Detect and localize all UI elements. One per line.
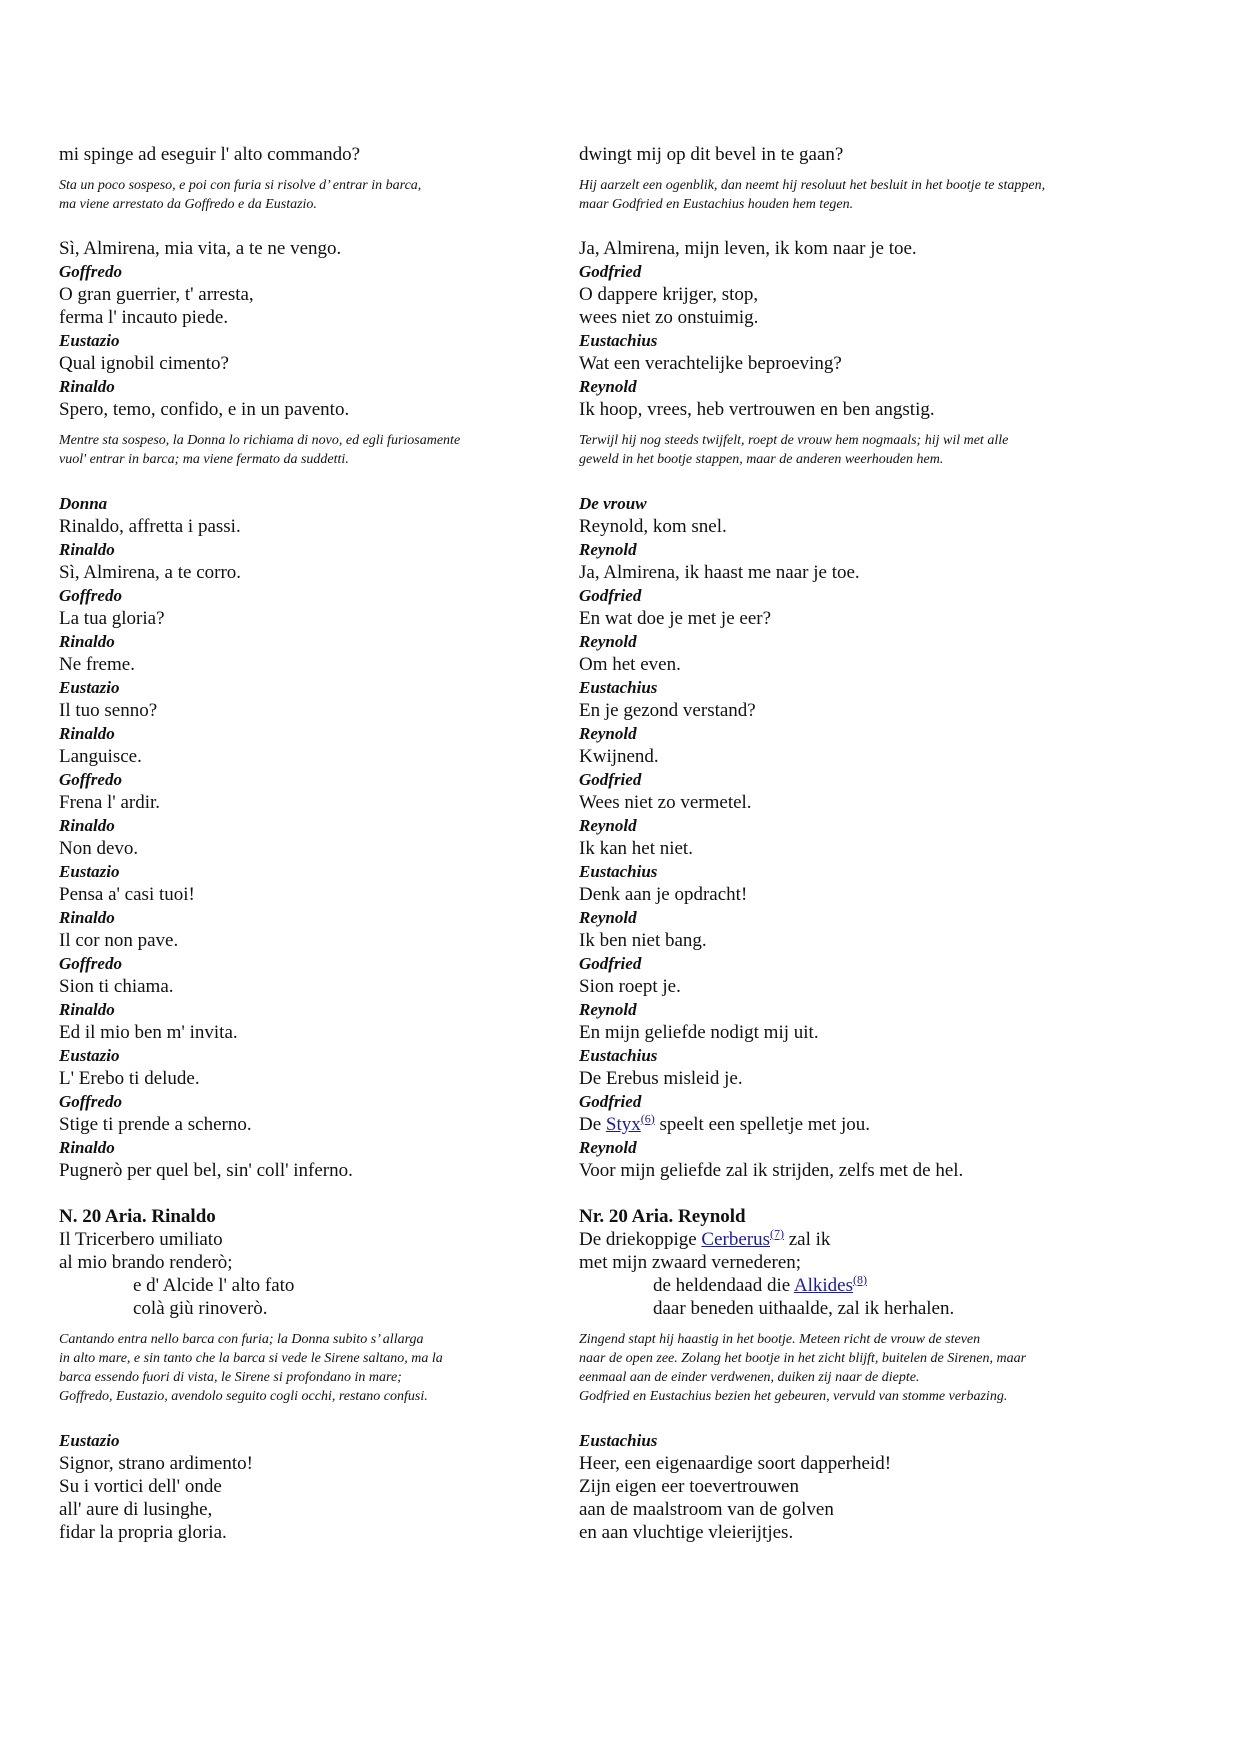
verse-line: e d' Alcide l' alto fato bbox=[133, 1275, 295, 1296]
verse-line: O gran guerrier, t' arresta, bbox=[59, 284, 254, 305]
verse-line: wees niet zo onstuimig. bbox=[579, 307, 759, 328]
aria-text bbox=[59, 1228, 559, 1320]
verse-line: Sion ti chiama. bbox=[59, 976, 174, 997]
aria-line: De driekoppige Cerberus$^{(7)}$ zal ik bbox=[579, 1226, 831, 1250]
speaker-name: De vrouw bbox=[579, 494, 647, 513]
speaker-name: Rinaldo bbox=[59, 908, 115, 927]
speaker-name: Godfried bbox=[579, 1092, 642, 1111]
speaker-name: Rinaldo bbox=[59, 377, 115, 396]
verse-line: Reynold, kom snel. bbox=[579, 516, 727, 537]
speaker-name: Goffredo bbox=[59, 586, 122, 605]
verse-line: Ja, Almirena, mijn leven, ik kom naar je toe. bbox=[579, 238, 917, 259]
aria-heading: Nr. 20 Aria. Reynold bbox=[579, 1206, 746, 1227]
speaker-name: Reynold bbox=[579, 908, 637, 927]
speaker-name: Eustazio bbox=[59, 862, 120, 881]
dialogue-block bbox=[579, 1136, 1179, 1182]
verse-line: En je gezond verstand? bbox=[579, 700, 756, 721]
dutch-column bbox=[579, 143, 1179, 1544]
verse-line: Voor mijn geliefde zal ik strijden, zelfs met de hel. bbox=[579, 1160, 964, 1181]
speaker-name: Godfried bbox=[579, 770, 642, 789]
verse-line: fidar la propria gloria. bbox=[59, 1522, 227, 1543]
speaker-name: Eustazio bbox=[59, 678, 120, 697]
cerberus-link[interactable]: Cerberus bbox=[701, 1229, 770, 1250]
verse-line: Ed il mio ben m' invita. bbox=[59, 1022, 238, 1043]
verse-line: al mio brando renderò; bbox=[59, 1252, 233, 1273]
verse-line: colà giù rinoverò. bbox=[133, 1298, 268, 1319]
aria-line: met mijn zwaard vernederen; bbox=[579, 1252, 802, 1273]
verse-line: Sion roept je. bbox=[579, 976, 681, 997]
speaker-name: Donna bbox=[59, 494, 108, 513]
verse-line: Wees niet zo vermetel. bbox=[579, 792, 752, 813]
speaker-name: Rinaldo bbox=[59, 1138, 115, 1157]
verse-line: Pensa a' casi tuoi! bbox=[59, 884, 195, 905]
verse-line: Spero, temo, confido, e in un pavento. bbox=[59, 399, 350, 420]
stage-direction: Hij aarzelt een ogenblik, dan neemt hij resoluut het besluit in het bootje te stappen, maar Godfried en Eustachius houden hem tegen. bbox=[579, 178, 1046, 212]
stage-direction: Terwijl hij nog steeds twijfelt, roept de vrouw hem nogmaals; hij wil met alle geweld in het bootje stappen, maar de anderen weerhouden hem. bbox=[579, 433, 1009, 467]
speaker-name: Reynold bbox=[579, 377, 637, 396]
speaker-name: Godfried bbox=[579, 262, 642, 281]
verse-line: Non devo. bbox=[59, 838, 139, 859]
speaker-name: Eustachius bbox=[579, 1431, 658, 1450]
verse-line: Il cor non pave. bbox=[59, 930, 179, 951]
speaker-name: Rinaldo bbox=[59, 632, 115, 651]
verse-line: aan de maalstroom van de golven bbox=[579, 1499, 834, 1520]
stage-direction: Mentre sta sospeso, la Donna lo richiama di novo, ed egli furiosamente vuol' entrar in barca; ma viene fermato da suddetti. bbox=[59, 433, 461, 467]
verse-line: Kwijnend. bbox=[579, 746, 659, 767]
speaker-name: Reynold bbox=[579, 724, 637, 743]
verse-line: O dappere krijger, stop, bbox=[579, 284, 759, 305]
verse-line: De Erebus misleid je. bbox=[579, 1068, 743, 1089]
speaker-name: Godfried bbox=[579, 586, 642, 605]
verse-line: Sì, Almirena, a te corro. bbox=[59, 562, 242, 583]
aria-heading: N. 20 Aria. Rinaldo bbox=[59, 1206, 216, 1227]
dialogue-block bbox=[59, 237, 559, 421]
verse-line: Rinaldo, affretta i passi. bbox=[59, 516, 241, 537]
verse-line-styx: De Styx$^{(6)}$ speelt een spelletje met jou. bbox=[579, 1111, 871, 1135]
speaker-name: Reynold bbox=[579, 816, 637, 835]
speaker-name: Reynold bbox=[579, 1000, 637, 1019]
speaker-name: Godfried bbox=[579, 954, 642, 973]
footnote-6-link[interactable]: (6) bbox=[640, 1111, 655, 1126]
dialogue-block bbox=[59, 1429, 559, 1544]
verse-line: Ja, Almirena, ik haast me naar je toe. bbox=[579, 562, 860, 583]
verse-line: La tua gloria? bbox=[59, 608, 165, 629]
verse-line: Zijn eigen eer toevertrouwen bbox=[579, 1476, 799, 1497]
verse-line: Ik kan het niet. bbox=[579, 838, 693, 859]
verse-line: Wat een verachtelijke beproeving? bbox=[579, 353, 842, 374]
verse-line: Ne freme. bbox=[59, 654, 135, 675]
aria-line: daar beneden uithaalde, zal ik herhalen. bbox=[653, 1298, 955, 1319]
speaker-name: Rinaldo bbox=[59, 540, 115, 559]
dialogue-block bbox=[579, 1429, 1179, 1544]
verse-line: dwingt mij op dit bevel in te gaan? bbox=[579, 144, 844, 165]
verse-line: Pugnerò per quel bel, sin' coll' inferno. bbox=[59, 1160, 353, 1181]
speaker-name: Goffredo bbox=[59, 954, 122, 973]
footnote-8-link[interactable]: (8) bbox=[852, 1272, 867, 1287]
speaker-name: Eustachius bbox=[579, 862, 658, 881]
speaker-name: Rinaldo bbox=[59, 816, 115, 835]
speaker-name: Eustazio bbox=[59, 1431, 120, 1450]
stage-direction: Zingend stapt hij haastig in het bootje. Meteen richt de vrouw de steven naar de open zee. Zolang het bootje in het zicht blijft, buitelen de Sirenen, maar eenmaal aan de einder verdwenen, duiken zij naar de diepte. Godfried en Eustachius bezien het gebeuren, vervuld van stomme verbazing. bbox=[579, 1332, 1027, 1404]
dialogue-block bbox=[59, 492, 559, 1182]
italian-column bbox=[59, 143, 559, 1544]
speaker-name: Eustazio bbox=[59, 1046, 120, 1065]
verse-line: all' aure di lusinghe, bbox=[59, 1499, 213, 1520]
verse-line: Qual ignobil cimento? bbox=[59, 353, 229, 374]
speaker-name: Eustachius bbox=[579, 678, 658, 697]
verse-line: Il tuo senno? bbox=[59, 700, 158, 721]
verse-line: Su i vortici dell' onde bbox=[59, 1476, 222, 1497]
speaker-name: Goffredo bbox=[59, 770, 122, 789]
speaker-name: Eustazio bbox=[59, 331, 120, 350]
aria-line: de heldendaad die Alkides$^{(8)}$ bbox=[653, 1272, 867, 1296]
styx-link[interactable]: Styx bbox=[605, 1114, 641, 1135]
verse-line: Ik hoop, vrees, heb vertrouwen en ben angstig. bbox=[579, 399, 935, 420]
verse-line: Sì, Almirena, mia vita, a te ne vengo. bbox=[59, 238, 342, 259]
verse-line: Stige ti prende a scherno. bbox=[59, 1114, 252, 1135]
speaker-name: Reynold bbox=[579, 1138, 637, 1157]
dialogue-block bbox=[579, 492, 1179, 1113]
verse-line: L' Erebo ti delude. bbox=[59, 1068, 200, 1089]
verse-line: Languisce. bbox=[59, 746, 142, 767]
verse-line: Frena l' ardir. bbox=[59, 792, 161, 813]
speaker-name: Goffredo bbox=[59, 1092, 122, 1111]
speaker-name: Reynold bbox=[579, 540, 637, 559]
verse-line: Denk aan je opdracht! bbox=[579, 884, 748, 905]
verse-line: En mijn geliefde nodigt mij uit. bbox=[579, 1022, 819, 1043]
speaker-name: Rinaldo bbox=[59, 1000, 115, 1019]
speaker-name: Goffredo bbox=[59, 262, 122, 281]
speaker-name: Rinaldo bbox=[59, 724, 115, 743]
speaker-name: Reynold bbox=[579, 632, 637, 651]
footnote-7-link[interactable]: (7) bbox=[770, 1226, 784, 1241]
verse-line: Ik ben niet bang. bbox=[579, 930, 707, 951]
dialogue-block bbox=[579, 237, 1179, 421]
verse-line: En wat doe je met je eer? bbox=[579, 608, 772, 629]
speaker-name: Eustachius bbox=[579, 1046, 658, 1065]
verse-line: mi spinge ad eseguir l' alto commando? bbox=[59, 144, 361, 165]
verse-line: en aan vluchtige vleierijtjes. bbox=[579, 1522, 794, 1543]
verse-line: Om het even. bbox=[579, 654, 681, 675]
verse-line: Signor, strano ardimento! bbox=[59, 1453, 253, 1474]
alkides-link[interactable]: Alkides bbox=[793, 1275, 853, 1296]
speaker-name: Eustachius bbox=[579, 331, 658, 350]
stage-direction: Cantando entra nello barca con furia; la Donna subito s’ allarga in alto mare, e sin tanto che la barca si vede le Sirene saltano, ma la barca essendo fuori di vista, le Sirene si profondano in mare; Goffredo, Eustazio, avendolo seguito cogli occhi, restano confusi. bbox=[59, 1332, 443, 1404]
verse-line: Il Tricerbero umiliato bbox=[59, 1229, 223, 1250]
verse-line: ferma l' incauto piede. bbox=[59, 307, 229, 328]
stage-direction: Sta un poco sospeso, e poi con furia si risolve d’ entrar in barca, ma viene arrestato da Goffredo e da Eustazio. bbox=[59, 178, 422, 212]
verse-line: Heer, een eigenaardige soort dapperheid! bbox=[579, 1453, 892, 1474]
